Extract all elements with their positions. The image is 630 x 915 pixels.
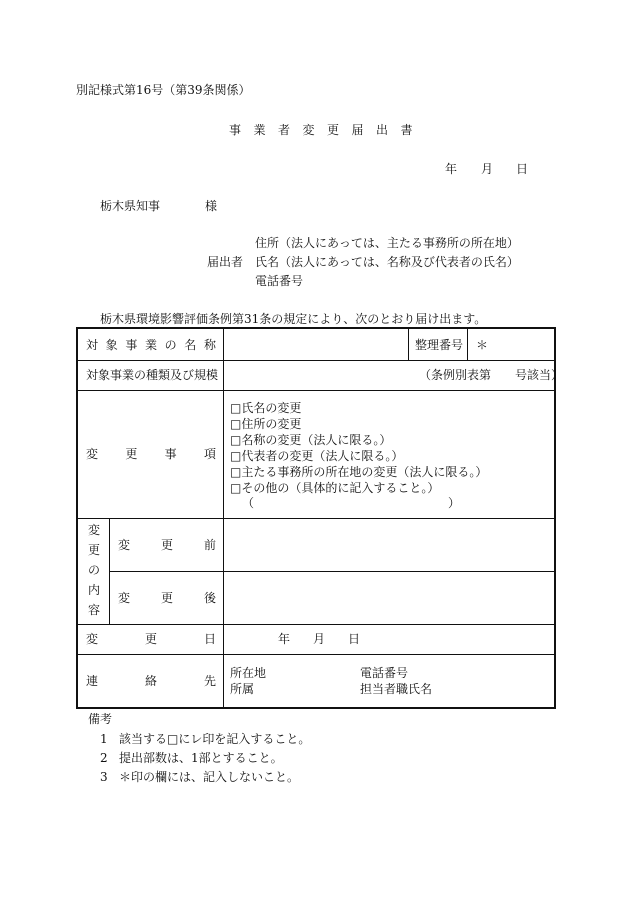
- addressee-name: 栃木県知事: [100, 199, 161, 213]
- date-day: 日: [516, 162, 529, 176]
- document-title: 事業者変更届出書: [229, 123, 426, 137]
- checkbox-name-change[interactable]: □氏名の変更: [230, 401, 302, 415]
- before-input[interactable]: [226, 521, 551, 569]
- form-number: 別記様式第16号（第39条関係）: [76, 83, 251, 97]
- after-label: 変 更 後: [118, 591, 216, 605]
- checkbox-company-name-change[interactable]: □名称の変更（法人に限る。）: [230, 433, 392, 447]
- contact-label: 連 絡 先: [86, 674, 216, 688]
- remark-num-3: 3: [100, 770, 108, 784]
- change-items-label: 変 更 事 項: [86, 447, 216, 461]
- change-content-label-4: 内: [88, 583, 101, 597]
- change-date-day: 日: [348, 632, 361, 646]
- contact-person: 担当者職氏名: [360, 682, 433, 696]
- change-date-year: 年: [278, 632, 291, 646]
- submitter-address: 住所（法人にあっては、主たる事務所の所在地）: [255, 236, 519, 250]
- remark-text-2: 提出部数は、1部とすること。: [119, 751, 283, 765]
- date-year: 年: [445, 162, 458, 176]
- submitter-phone: 電話番号: [255, 274, 304, 288]
- date-month: 月: [481, 162, 494, 176]
- submitter-name: 氏名（法人にあっては、名称及び代表者の氏名）: [255, 255, 519, 269]
- contact-phone: 電話番号: [360, 666, 409, 680]
- other-paren-open: （: [242, 496, 255, 510]
- intro-text: 栃木県環境影響評価条例第31条の規定により、次のとおり届け出ます。: [100, 312, 487, 326]
- type-scale-value: （条例別表第 号該当）: [419, 368, 564, 382]
- other-paren-close: ）: [448, 496, 461, 510]
- remark-text-1: 該当する□にレ印を記入すること。: [119, 732, 311, 746]
- checkbox-office-location-change[interactable]: □主たる事務所の所在地の変更（法人に限る。）: [230, 465, 488, 479]
- contact-location: 所在地: [230, 666, 267, 680]
- contact-affiliation: 所属: [230, 682, 255, 696]
- change-date-label: 変 更 日: [86, 632, 216, 646]
- change-content-label-2: 更: [88, 543, 101, 557]
- target-name-label: 対 象 事 業 の 名 称: [86, 338, 216, 352]
- remark-text-3: ＊印の欄には、記入しないこと。: [119, 770, 300, 784]
- change-content-label-3: の: [88, 563, 101, 577]
- checkbox-address-change[interactable]: □住所の変更: [230, 417, 302, 431]
- change-date-month: 月: [313, 632, 326, 646]
- checkbox-other-change[interactable]: □その他の（具体的に記入すること。）: [230, 481, 440, 495]
- type-scale-label: 対象事業の種類及び規模: [86, 368, 219, 382]
- submitter-label: 届出者: [207, 255, 244, 269]
- before-label: 変 更 前: [118, 538, 216, 552]
- change-content-label-1: 変: [88, 523, 101, 537]
- addressee-honorific: 様: [205, 199, 218, 213]
- ref-number-value: ＊: [476, 338, 489, 352]
- target-name-input[interactable]: [226, 332, 404, 357]
- change-content-label-5: 容: [88, 603, 101, 617]
- after-input[interactable]: [226, 574, 551, 622]
- checkbox-representative-change[interactable]: □代表者の変更（法人に限る。）: [230, 449, 404, 463]
- remark-num-1: 1: [100, 732, 108, 746]
- form-table: [76, 327, 564, 709]
- ref-number-label: 整理番号: [415, 338, 464, 352]
- remarks-title: 備考: [88, 712, 113, 726]
- remark-num-2: 2: [100, 751, 108, 765]
